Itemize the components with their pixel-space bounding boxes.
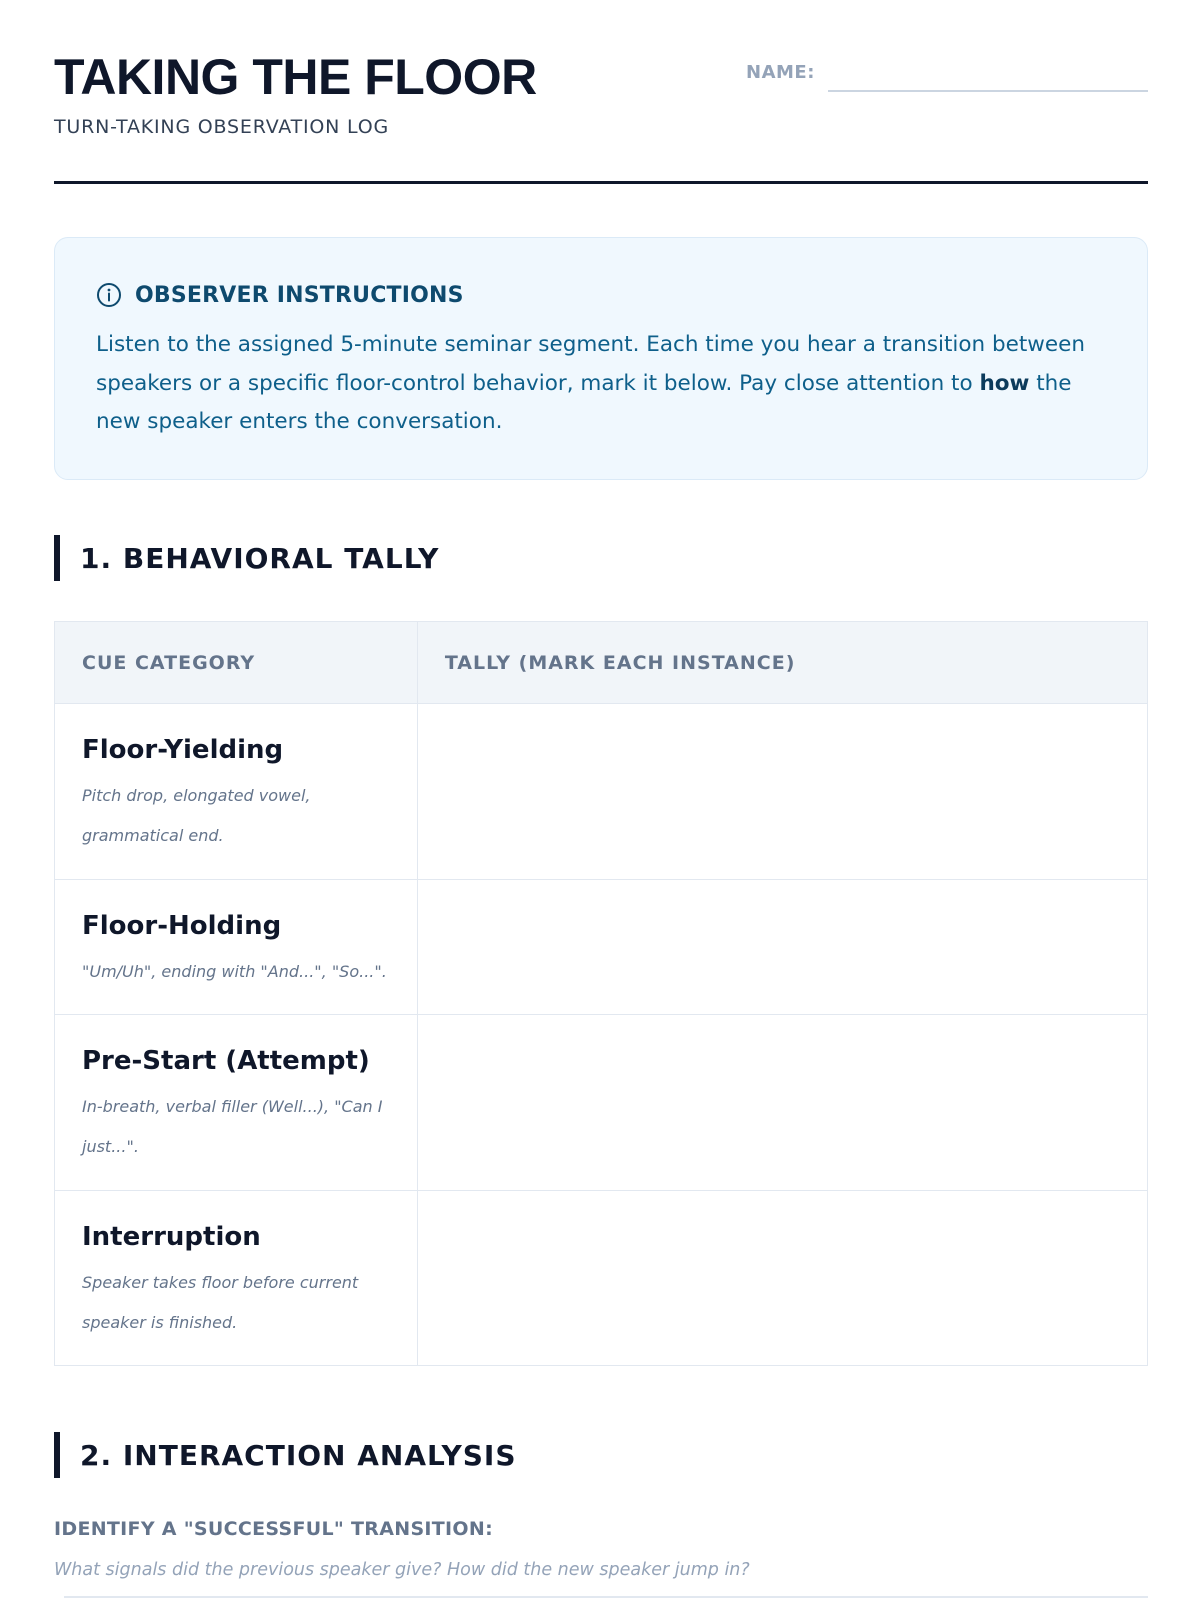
cue-name: Pre-Start (Attempt)	[82, 1046, 370, 1076]
section-accent-bar	[54, 535, 60, 581]
question-hint: What signals did the previous speaker give? How did the new speaker jump in?	[54, 1560, 750, 1580]
cue-description: "Um/Uh", ending with "And...", "So...".	[82, 962, 387, 981]
instructions-text-part: Listen to the assigned 5-minute seminar segment. Each time you hear a transition between speakers or a specific floor-control behavior, mark it below. Pay close attention to	[96, 332, 1085, 396]
table-row	[55, 1015, 1148, 1191]
cue-category-cell	[55, 1015, 418, 1191]
instructions-emphasis: how	[979, 370, 1030, 396]
cue-name: Floor-Holding	[82, 911, 282, 941]
observer-instructions-box	[54, 237, 1148, 480]
cue-name: Floor-Yielding	[82, 735, 284, 765]
worksheet-page	[54, 0, 1148, 1580]
table-row	[55, 1191, 1148, 1366]
cue-category-cell	[55, 704, 418, 880]
table-row	[55, 704, 1148, 880]
tally-cell[interactable]	[417, 880, 1147, 1015]
section-accent-bar	[54, 1432, 60, 1478]
page-subtitle: TURN-TAKING OBSERVATION LOG	[54, 116, 389, 138]
section-2-title: 2. INTERACTION ANALYSIS	[80, 1438, 517, 1472]
cue-category-cell	[55, 880, 418, 1015]
instructions-title: OBSERVER INSTRUCTIONS	[135, 282, 464, 308]
instructions-heading	[96, 282, 464, 308]
worksheet-header	[54, 0, 1148, 184]
tally-cell[interactable]	[417, 1015, 1147, 1191]
section-1-title: 1. BEHAVIORAL TALLY	[80, 541, 440, 575]
instructions-text-part: the new speaker enters the conversation.	[96, 370, 1072, 434]
question-label: IDENTIFY A "SUCCESSFUL" TRANSITION:	[54, 1518, 493, 1540]
section-2-heading	[54, 1432, 517, 1478]
cue-description: Pitch drop, elongated vowel, grammatical end.	[82, 786, 311, 845]
table-row	[55, 880, 1148, 1015]
tally-cell[interactable]	[417, 704, 1147, 880]
section-1-heading	[54, 535, 439, 581]
cue-category-cell	[55, 1191, 418, 1366]
page-title: TAKING THE FLOOR	[54, 49, 537, 105]
info-circle-icon	[96, 282, 122, 308]
behavioral-tally-table	[54, 621, 1148, 1366]
cue-description: Speaker takes floor before current speaker is finished.	[82, 1273, 359, 1332]
table-header-row	[55, 622, 1148, 704]
answer-line[interactable]	[64, 1596, 1148, 1598]
tally-cell[interactable]	[417, 1191, 1147, 1366]
instructions-text	[96, 326, 1106, 442]
cue-name: Interruption	[82, 1222, 261, 1252]
name-label: NAME:	[746, 62, 815, 83]
column-header-tally: TALLY (MARK EACH INSTANCE)	[417, 622, 1147, 704]
cue-description: In-breath, verbal filler (Well...), "Can I just...".	[82, 1097, 383, 1156]
column-header-cue-category: CUE CATEGORY	[55, 622, 418, 704]
name-field[interactable]	[828, 90, 1148, 92]
